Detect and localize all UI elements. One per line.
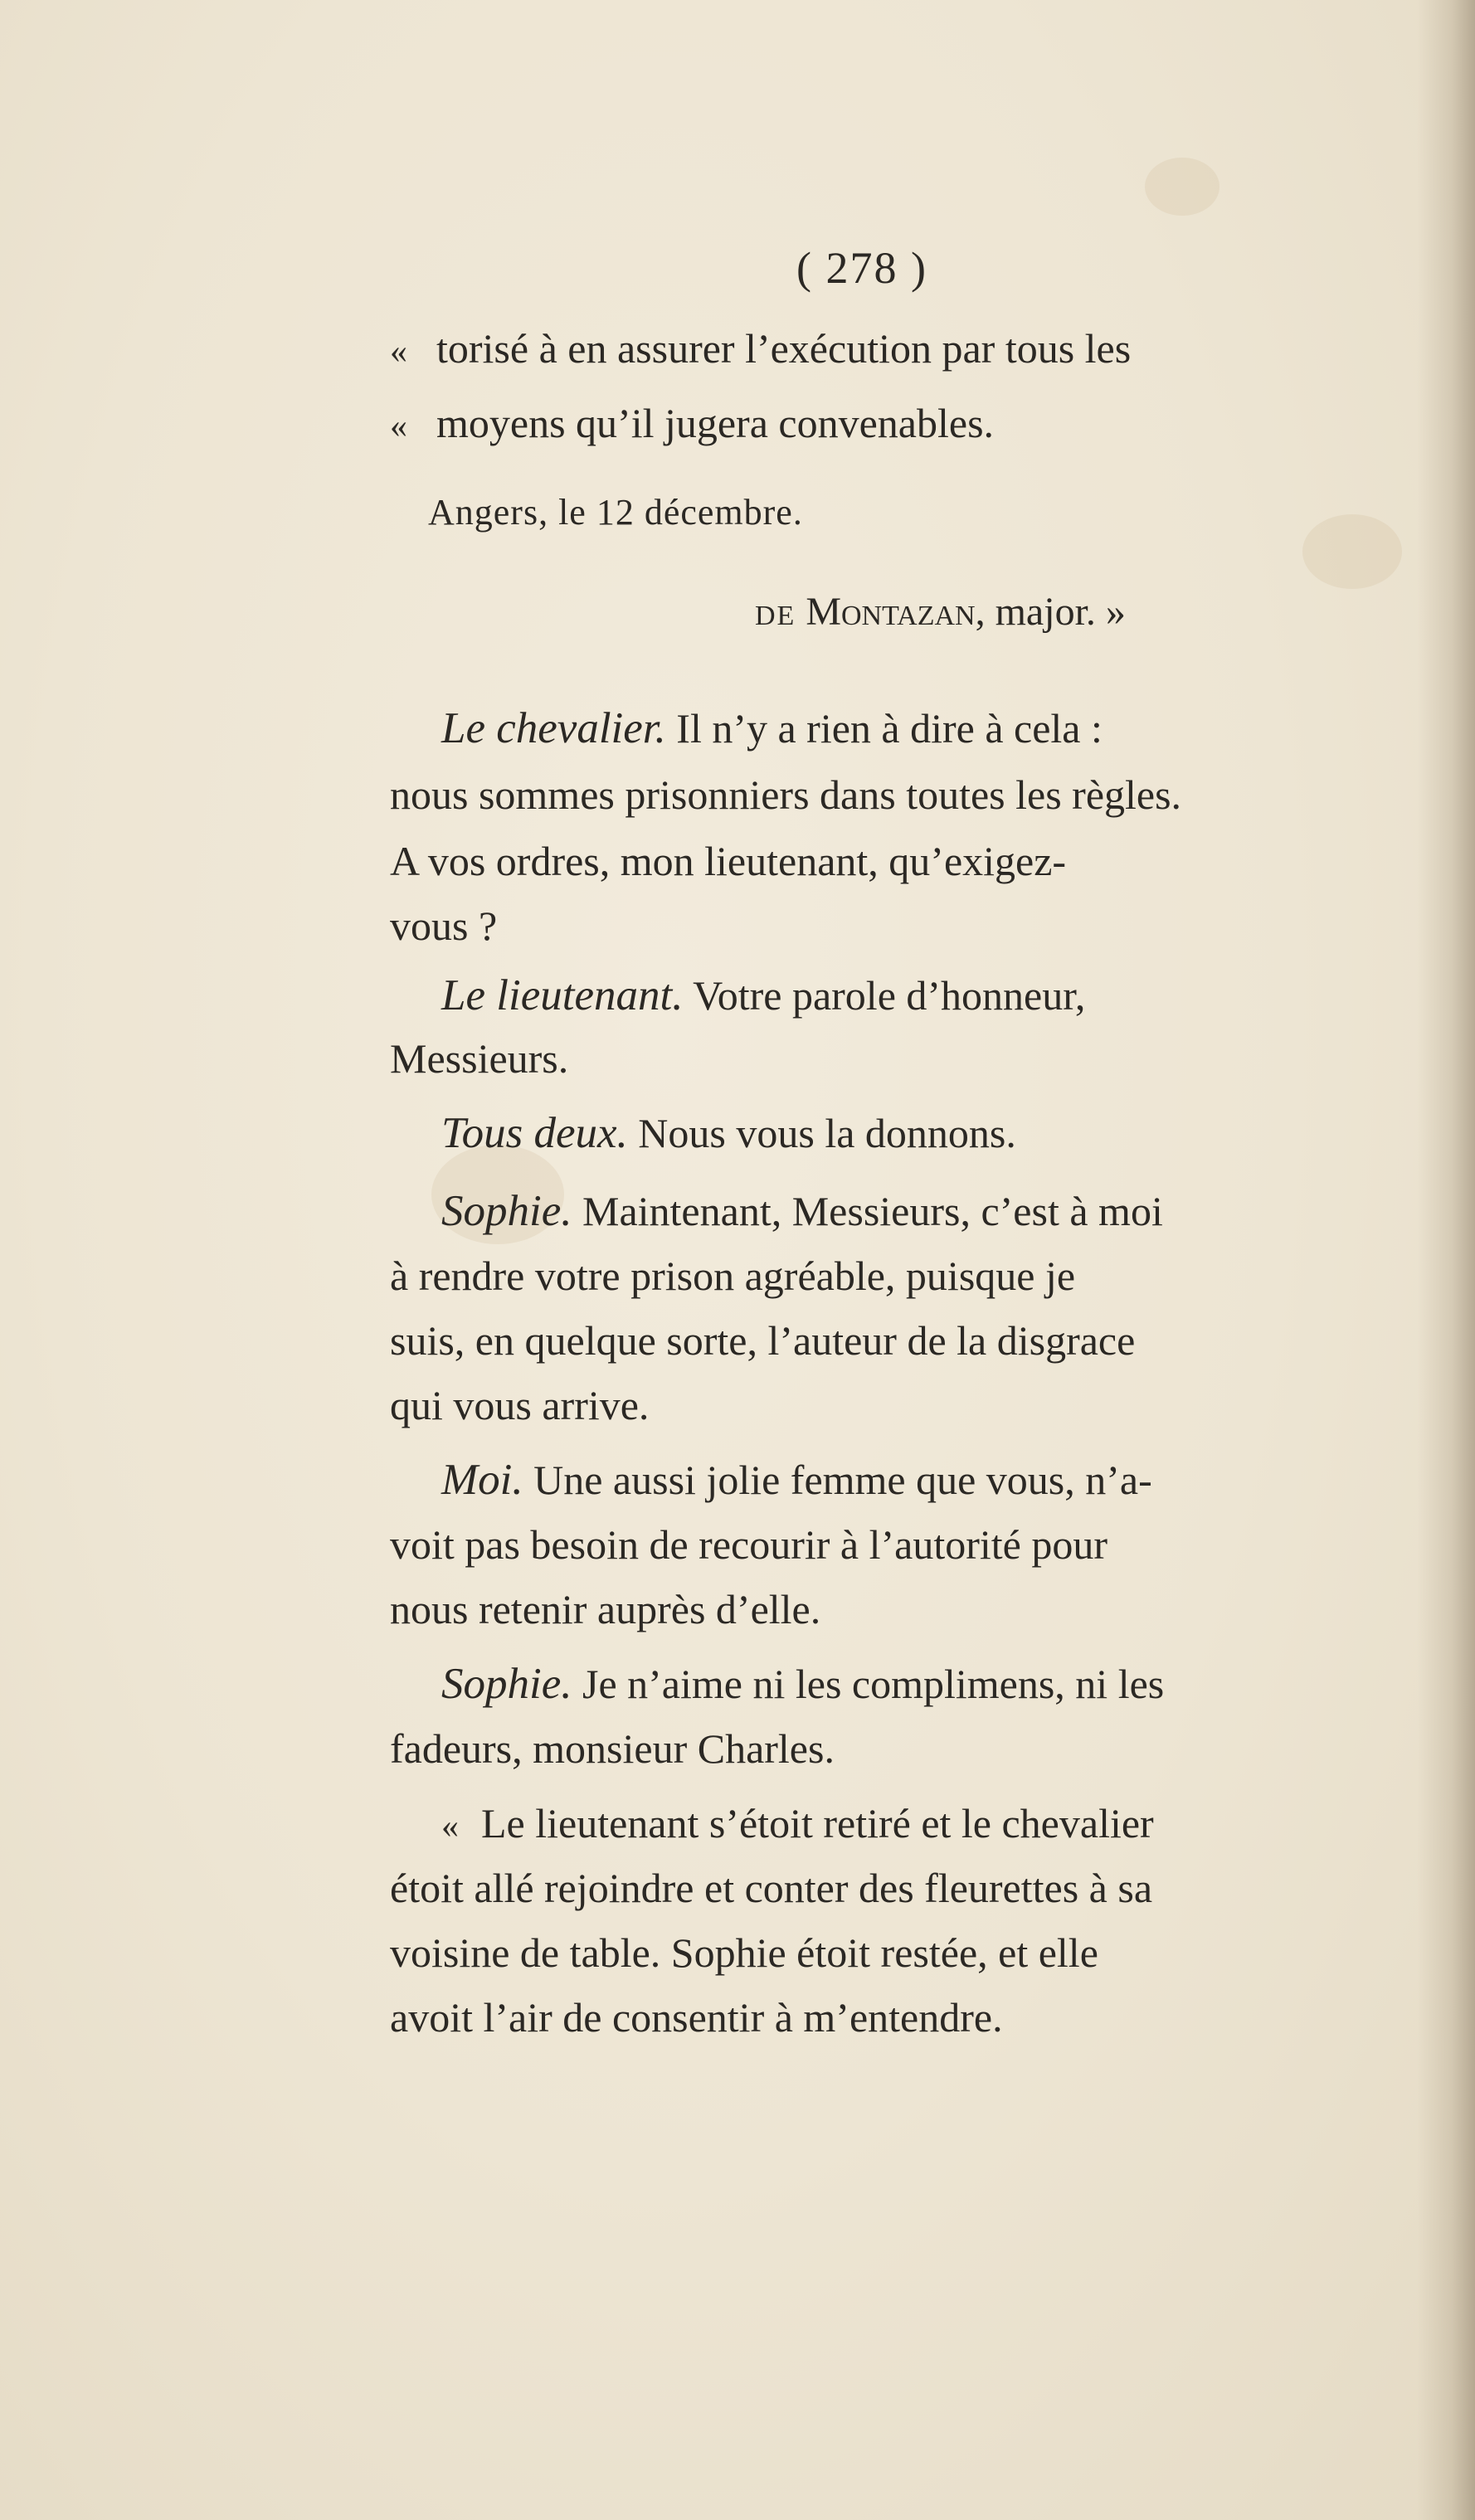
dialogue-line: qui vous arrive. <box>390 1382 650 1428</box>
speaker-name: Sophie. <box>441 1660 572 1708</box>
narration-line: avoit l’air de consentir à m’entendre. <box>390 1994 1003 2041</box>
dialogue-line: vous ? <box>390 902 498 949</box>
dialogue-line: suis, en quelque sorte, l’auteur de la disgrace <box>390 1317 1136 1364</box>
dialogue-line: Le chevalier. Il n’y a rien à dire à cela : <box>441 704 1103 752</box>
dialogue-line: fadeurs, monsieur Charles. <box>390 1725 835 1772</box>
dialogue-line: Tous deux. Nous vous la donnons. <box>441 1109 1016 1157</box>
speaker-name: Le chevalier. <box>441 704 666 752</box>
letter-line: « torisé à en assurer l’exécution par tous les <box>390 309 1131 392</box>
dateline: Angers, le 12 décembre. <box>428 492 803 533</box>
paper-stain <box>1302 514 1402 589</box>
dialogue-line: Moi. Une aussi jolie femme que vous, n’a- <box>441 1456 1152 1504</box>
page-edge-shadow <box>1417 0 1475 2520</box>
signature: DE Montazan, major. » <box>755 590 1126 634</box>
dialogue-line: voit pas besoin de recourir à l’autorité pour <box>390 1521 1107 1568</box>
dialogue-line: Le lieutenant. Votre parole d’honneur, <box>441 971 1086 1019</box>
dialogue-line: Messieurs. <box>390 1035 569 1082</box>
dialogue-line: Sophie. Je n’aime ni les complimens, ni les <box>441 1660 1165 1708</box>
page-number: ( 278 ) <box>796 243 927 293</box>
dialogue-line: Sophie. Maintenant, Messieurs, c’est à moi <box>441 1187 1163 1235</box>
speaker-name: Sophie. <box>441 1187 572 1235</box>
dialogue-line: à rendre votre prison agréable, puisque je <box>390 1253 1076 1299</box>
quote-mark: « <box>390 407 407 445</box>
narration-line: « Le lieutenant s’étoit retiré et le chevalier <box>390 1783 1154 1866</box>
dialogue-line: A vos ordres, mon lieutenant, qu’exigez- <box>390 838 1067 884</box>
speaker-name: Tous deux. <box>441 1109 628 1157</box>
quote-mark: « <box>390 333 407 371</box>
dialogue-line: nous sommes prisonniers dans toutes les règles. <box>390 771 1182 818</box>
letter-line: « moyens qu’il jugera convenables. <box>390 383 994 466</box>
speaker-name: Le lieutenant. <box>441 971 684 1019</box>
narration-line: étoit allé rejoindre et conter des fleurettes à sa <box>390 1865 1153 1911</box>
speaker-name: Moi. <box>441 1456 523 1504</box>
dialogue-line: nous retenir auprès d’elle. <box>390 1586 821 1632</box>
quote-mark: « <box>441 1807 459 1846</box>
paper-stain <box>1145 158 1219 216</box>
narration-line: voisine de table. Sophie étoit restée, et elle <box>390 1929 1098 1976</box>
